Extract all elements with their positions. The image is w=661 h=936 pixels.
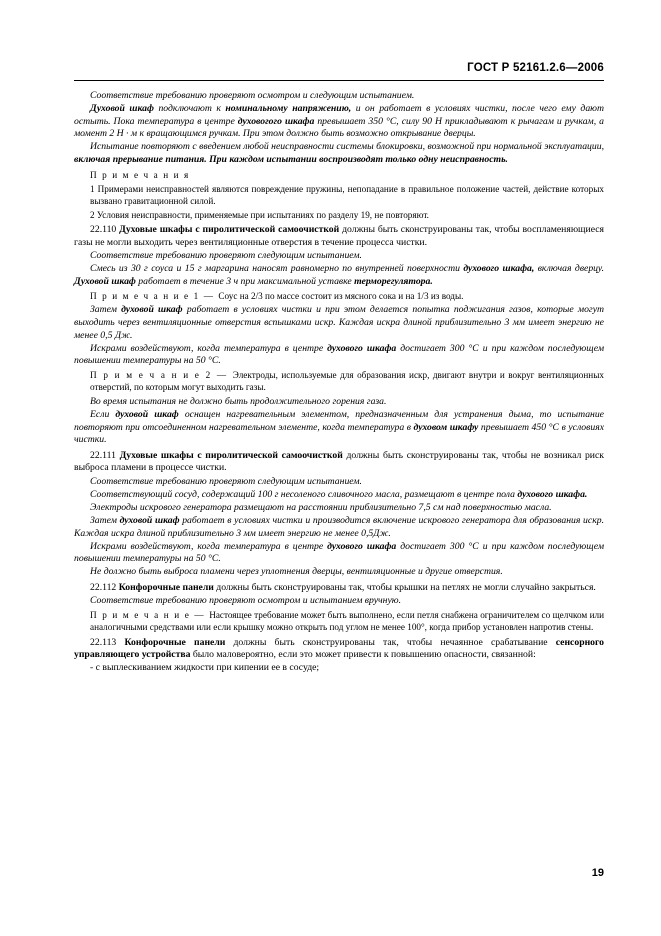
text-run: Соус на 2/3 по массе состоит из мясного сока и на 1/3 из воды. bbox=[218, 290, 464, 301]
paragraph bbox=[74, 409, 604, 447]
text-run: Искрами воздействуют, когда температура в центре bbox=[90, 540, 328, 552]
text-run: достигает 300 °С и при каждом последующем повышении температуры на 50 °С. bbox=[74, 540, 605, 565]
paragraph bbox=[74, 566, 604, 579]
header-divider bbox=[74, 80, 604, 81]
text-run: 22.111 bbox=[90, 449, 120, 461]
paragraph bbox=[90, 370, 604, 394]
text-run: Электроды искрового генератора размещают на расстоянии приблизительно 7,5 см над поверхностью масла. bbox=[90, 501, 552, 513]
text-run: работает в течение 3 ч при максимальной уставке bbox=[138, 275, 355, 287]
text-run: духового шкафа, bbox=[463, 263, 538, 275]
text-run: должны быть сконструированы так, чтобы крышки на петлях не могли случайно закрыться. bbox=[216, 581, 596, 593]
text-run: должны быть сконструированы так, чтобы воспламеняющиеся газы не могли выходить через вентиляционные отверстия в течение процесса чистки. bbox=[74, 224, 604, 249]
text-run: сенсорного управляющего устройства bbox=[74, 636, 605, 661]
paragraph bbox=[74, 476, 604, 489]
text-run: 22.110 bbox=[90, 224, 120, 236]
text-run: духовом шкафу bbox=[413, 421, 481, 433]
text-run: включая дверцу. bbox=[537, 263, 604, 275]
text-run: П р и м е ч а н и е 2 — bbox=[90, 370, 233, 381]
paragraph bbox=[74, 582, 604, 595]
paragraph bbox=[74, 662, 604, 675]
text-run: духовой шкаф bbox=[119, 514, 183, 526]
document-body bbox=[74, 90, 604, 675]
text-run: Духовые шкафы с пиролитической самоочисткой bbox=[119, 224, 343, 236]
text-run: П р и м е ч а н и е — bbox=[90, 609, 210, 620]
paragraph bbox=[90, 291, 604, 303]
text-run: Конфорочные панели bbox=[118, 581, 217, 593]
paragraph bbox=[74, 343, 604, 368]
paragraph bbox=[74, 502, 604, 515]
text-run: Соответствие требованию проверяют осмотром и испытанием вручную. bbox=[90, 595, 402, 607]
paragraph bbox=[74, 263, 604, 288]
text-run: Настоящее требование может быть выполнено, если петля снабжена ограничителем со щелчком или аналогичными средствами или если крышку можно открыть под углом не менее 100°, когда прибор установлен напротив стены. bbox=[90, 609, 604, 632]
paragraph bbox=[74, 489, 604, 502]
text-run: Духовой шкаф bbox=[90, 103, 159, 115]
text-run: духового шкафа bbox=[327, 540, 401, 552]
paragraph bbox=[74, 396, 604, 409]
text-run: Во время испытания не должно быть продолжительного горения газа. bbox=[90, 395, 387, 407]
paragraph bbox=[90, 610, 604, 634]
text-run: превышает 350 °С, силу 90 Н прикладывают к рычагам и ручкам, а момент 2 Н · м к вращающимся ручкам. При этом должно быть возможно открывание дверцы. bbox=[74, 115, 604, 140]
text-run: Соответствующий сосуд, содержащий 100 г несоленого сливочного масла, размещают в центре пола bbox=[90, 488, 518, 500]
text-run: духового шкафа. bbox=[517, 488, 588, 500]
text-run: - с выплескиванием жидкости при кипении ее в сосуде; bbox=[90, 662, 320, 674]
text-run: Электроды, используемые для образования искр, двигают внутри и вокруг вентиляционных отверстий, по которым могут выходить газы. bbox=[90, 370, 604, 392]
text-run: 1 Примерами неисправностей являются повреждение пружины, непопадание в правильное положение частей, действие которых вызвано гравитационной силой. bbox=[90, 183, 604, 206]
text-run: Смесь из 30 г соуса и 15 г маргарина наносят равномерно по внутренней поверхности bbox=[90, 263, 464, 275]
text-run: Духовые шкафы с пиролитической самоочисткой bbox=[119, 449, 347, 461]
text-run: Не должно быть выброса пламени через уплотнения дверцы, вентиляционные и другие отверстия. bbox=[90, 566, 503, 578]
text-run: достигает 300 °С и при каждом последующем повышении температуры на 50 °С. bbox=[74, 342, 605, 367]
paragraph bbox=[74, 541, 604, 566]
paragraph bbox=[90, 170, 604, 182]
text-run: Искрами воздействуют, когда температура в центре bbox=[90, 342, 328, 354]
paragraph bbox=[74, 141, 604, 166]
text-run: П р и м е ч а н и е 1 — bbox=[90, 290, 219, 301]
text-run: Соответствие требованию проверяют следующим испытанием. bbox=[90, 250, 362, 262]
text-run: Духовой шкаф bbox=[74, 275, 139, 287]
page-number: 19 bbox=[591, 867, 604, 879]
text-run: превышает 450 °С в условиях чистки. bbox=[74, 421, 604, 446]
text-run: работает в условиях чистки и при этом делается попытка поджигания газов, которые могут выходить через вентиляционные отверстия вспышками искр. Каждая искра длиной приблизительно 3 мм имеет энергию не менее 0,5 Дж. bbox=[74, 304, 604, 341]
page-header: ГОСТ Р 52161.2.6—2006 bbox=[467, 62, 604, 74]
paragraph bbox=[74, 637, 604, 662]
text-run: Соответствие требованию проверяют осмотром и следующим испытанием. bbox=[90, 90, 415, 101]
paragraph bbox=[74, 595, 604, 608]
text-run: Соответствие требованию проверяют следующим испытанием. bbox=[90, 475, 362, 487]
text-run: и он работает в условиях чистки, после чего ему дают остыть. Пока температура в центре bbox=[74, 103, 604, 127]
text-run: 2 Условия неисправности, применяемые при испытаниях по разделу 19, не повторяют. bbox=[90, 209, 429, 220]
text-run: духового шкафа bbox=[327, 342, 401, 354]
paragraph bbox=[90, 184, 604, 208]
text-run: Испытание повторяют с введением любой неисправности системы блокировки, возможной при нормальной эксплуатации, bbox=[90, 141, 604, 153]
paragraph bbox=[74, 90, 604, 103]
text-run: включая прерывание питания. При каждом испытании воспроизводят только одну неисправность. bbox=[74, 154, 508, 166]
text-run: должны быть сконструированы так, чтобы нечаянное срабатывание bbox=[233, 636, 556, 648]
text-run: было маловероятно, если это может привести к повышению опасности, связанной: bbox=[192, 649, 536, 661]
paragraph bbox=[74, 103, 604, 141]
text-run: Конфорочные панели bbox=[124, 636, 234, 648]
text-run: работает в условиях чистки и производится включение искрового генератора для образования искр. Каждая искра длиной приблизительно 3 мм имеет энергию не менее 0,5Дж. bbox=[74, 514, 604, 539]
text-run: Если bbox=[90, 409, 116, 421]
text-run: 22.112 bbox=[90, 581, 119, 593]
text-run: духовогого шкафа bbox=[237, 115, 318, 127]
text-run: номинальному напряжению, bbox=[225, 103, 356, 115]
paragraph bbox=[74, 304, 604, 342]
paragraph bbox=[74, 450, 604, 475]
text-run: 22.113 bbox=[90, 636, 125, 648]
text-run: духовой шкаф bbox=[121, 304, 187, 316]
paragraph bbox=[74, 224, 604, 249]
paragraph bbox=[74, 515, 604, 540]
text-run: П р и м е ч а н и я bbox=[90, 169, 190, 180]
text-run: оснащен нагревательным элементом, предназначенным для устранения дыма, то испытание повторяют при отсоединенном нагревательном элементе, когда температура в bbox=[74, 409, 604, 433]
text-run: терморегулятора. bbox=[354, 275, 433, 287]
paragraph bbox=[74, 250, 604, 263]
paragraph bbox=[90, 210, 604, 222]
text-run: духовой шкаф bbox=[115, 409, 185, 421]
text-run: Затем bbox=[90, 514, 120, 526]
text-run: Затем bbox=[90, 304, 122, 316]
text-run: подключают к bbox=[158, 103, 226, 115]
text-run: должны быть сконструированы так, чтобы не возникал риск выброса пламени в процессе чистки. bbox=[74, 449, 605, 474]
